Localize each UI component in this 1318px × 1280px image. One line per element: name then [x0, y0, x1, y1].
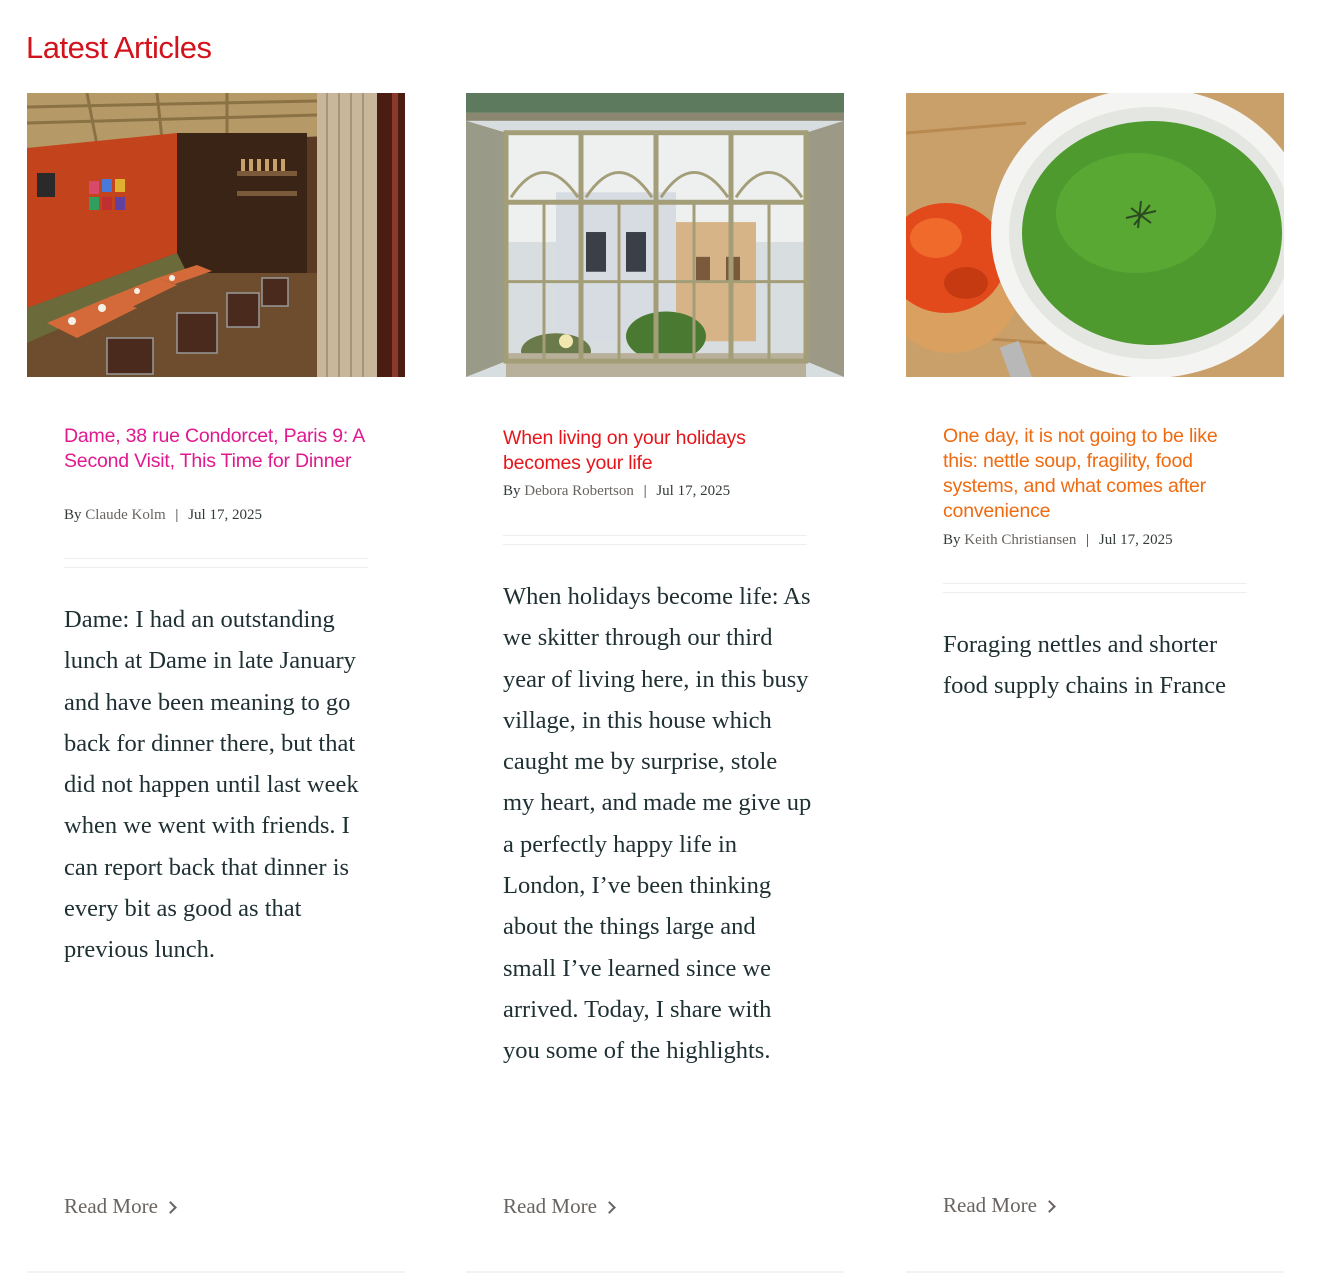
article-title[interactable]: One day, it is not going to be like this: nettle soup, fragility, food systems, and what comes after convenience: [943, 425, 1218, 522]
divider: [503, 535, 807, 545]
article-date: Jul 17, 2025: [656, 483, 731, 499]
article-meta: [943, 532, 1251, 549]
divider: [64, 558, 368, 568]
card-divider: [27, 1271, 405, 1273]
read-more-label: Read More: [64, 1194, 158, 1218]
article-image[interactable]: [466, 93, 844, 377]
article-card: [906, 93, 1284, 1273]
article-title[interactable]: Dame, 38 rue Condorcet, Paris 9: A Second Visit, This Time for Dinner: [64, 425, 364, 472]
author-link[interactable]: Keith Christiansen: [964, 532, 1077, 548]
chevron-right-icon: [164, 1201, 177, 1214]
card-divider: [466, 1271, 844, 1273]
article-meta: [503, 483, 811, 500]
byline-prefix: By: [943, 532, 961, 548]
chevron-right-icon: [603, 1201, 616, 1214]
article-meta: [64, 507, 372, 524]
read-more-link[interactable]: [64, 1194, 175, 1219]
card-divider: [906, 1271, 1284, 1273]
article-title[interactable]: When living on your holidays becomes your life: [503, 427, 746, 474]
section-title: Latest Articles: [26, 30, 212, 65]
article-image[interactable]: [906, 93, 1284, 377]
article-date: Jul 17, 2025: [1098, 532, 1173, 548]
article-image[interactable]: [27, 93, 405, 377]
article-excerpt: Foraging nettles and shorter food supply chains in France: [943, 631, 1227, 700]
article-excerpt: Dame: I had an outstanding lunch at Dame in late January and have been meaning to go back for dinner there, but that did not happen until last week when we went with friends. I can report back that dinner is every bit as good as that previous lunch.: [64, 606, 359, 964]
meta-separator: |: [643, 483, 647, 499]
read-more-label: Read More: [943, 1193, 1037, 1217]
article-excerpt: When holidays become life: As we skitter through our third year of living here, in this busy village, in this house which caught me by surprise, stole my heart, and made me give up a perfectly happy life in London, I’ve been thinking about the things large and small I’ve learned since we arrived. Today, I share with you some of the highlights.: [503, 583, 812, 1065]
read-more-link[interactable]: [503, 1194, 614, 1219]
byline-prefix: By: [64, 507, 82, 523]
meta-separator: |: [1086, 532, 1090, 548]
meta-separator: |: [175, 507, 179, 523]
read-more-label: Read More: [503, 1194, 597, 1218]
author-link[interactable]: Debora Robertson: [524, 483, 634, 499]
read-more-link[interactable]: [943, 1193, 1054, 1218]
article-card: [466, 93, 844, 1273]
byline-prefix: By: [503, 483, 521, 499]
article-card: [27, 93, 405, 1273]
author-link[interactable]: Claude Kolm: [85, 507, 166, 523]
divider: [943, 583, 1247, 593]
chevron-right-icon: [1043, 1200, 1056, 1213]
article-date: Jul 17, 2025: [188, 507, 262, 523]
